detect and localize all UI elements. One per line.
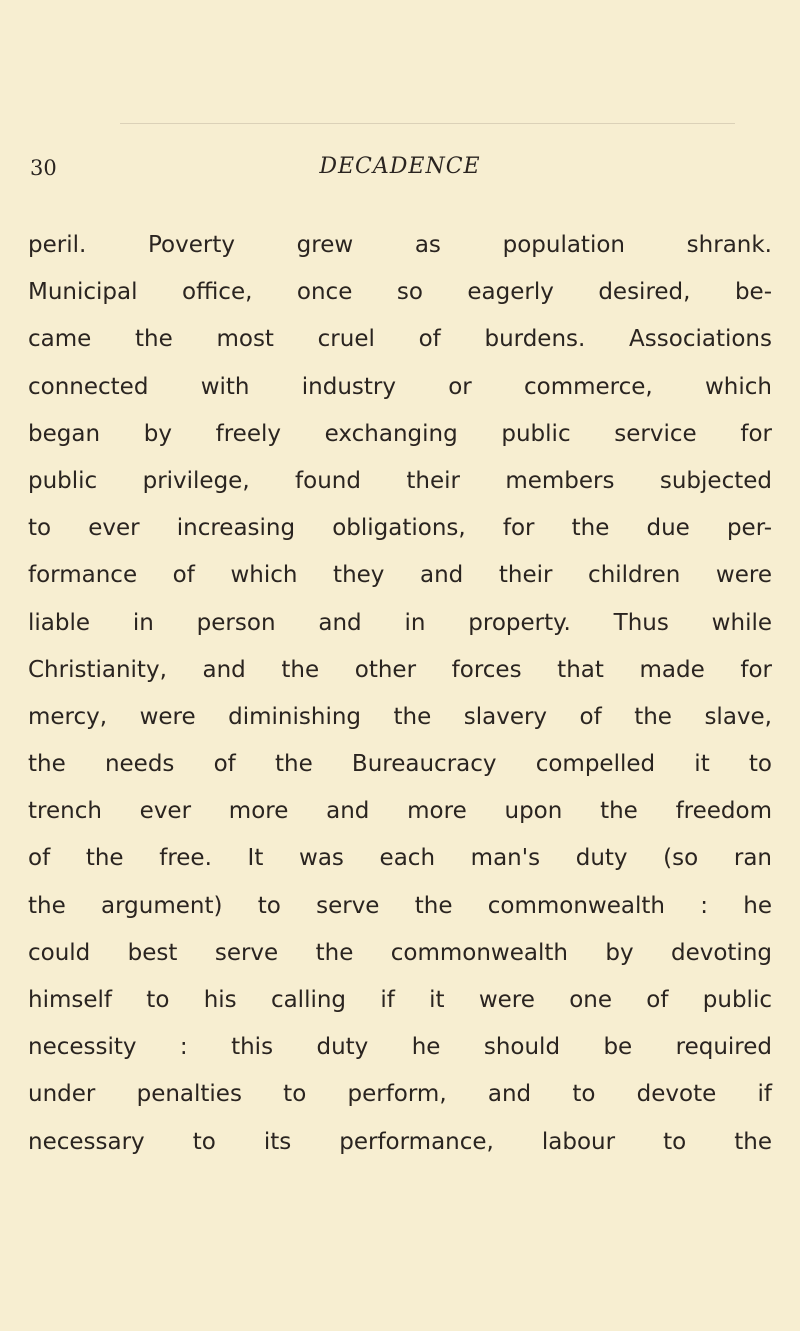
text-line: trench ever more and more upon the freedom xyxy=(28,798,772,825)
text-line: came the most cruel of burdens. Associations xyxy=(28,326,772,353)
text-line: could best serve the commonwealth by devoting xyxy=(28,939,772,966)
page-header xyxy=(0,154,800,198)
text-line: himself to his calling if it were one of public xyxy=(28,987,772,1013)
text-line: public privilege, found their members subjected xyxy=(28,467,772,494)
text-line: liable in person and in property. Thus while xyxy=(28,609,772,636)
text-line: Christianity, and the other forces that made for xyxy=(28,656,772,683)
text-line: to ever increasing obligations, for the due per- xyxy=(28,515,772,542)
text-line: of the free. It was each man's duty (so ran xyxy=(28,845,772,872)
text-line: began by freely exchanging public service for xyxy=(28,420,772,447)
text-line: necessity : this duty he should be required xyxy=(28,1034,772,1061)
text-line: necessary to its performance, labour to the xyxy=(28,1128,772,1155)
text-line: Municipal office, once so eagerly desired, be- xyxy=(28,279,772,306)
text-line: connected with industry or commerce, which xyxy=(28,373,772,400)
text-line: the argument) to serve the commonwealth : he xyxy=(28,892,772,919)
text-line: under penalties to perform, and to devote if xyxy=(28,1081,772,1108)
page-number: 30 xyxy=(30,156,57,180)
text-line: the needs of the Bureaucracy compelled it to xyxy=(28,751,772,778)
page-edge-line xyxy=(120,123,735,124)
body-text xyxy=(28,222,772,1166)
text-line: mercy, were diminishing the slavery of the slave, xyxy=(28,703,772,730)
text-line: formance of which they and their children were xyxy=(28,562,772,589)
running-head: DECADENCE xyxy=(319,154,481,179)
text-line: peril. Poverty grew as population shrank. xyxy=(28,232,772,258)
